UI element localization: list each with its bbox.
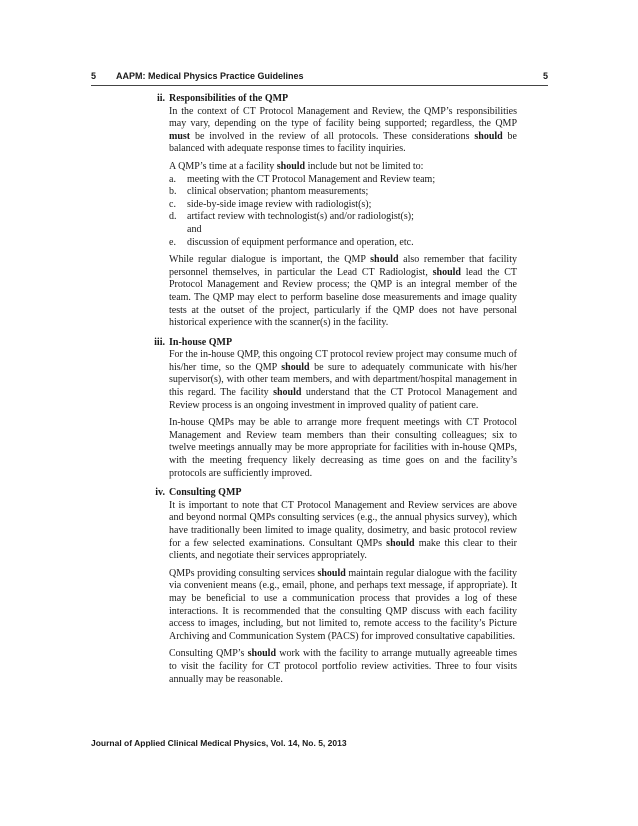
paragraph: It is important to note that CT Protocol Management and Review services are above and beyond normal QMPs consulting services (e.g., the annual physics survey), which have traditionally been limited to image quality, dosimetry, and basic protocol review for a few selected examinations. Consultant QMPs should make this clear to their clients, and negotiate their services appropriately.	[169, 499, 517, 562]
page-number-left: 5	[91, 71, 97, 81]
page-body	[131, 93, 517, 693]
header-rule	[91, 85, 548, 86]
section-iv	[131, 487, 517, 686]
header-title: AAPM: Medical Physics Practice Guidelines	[116, 71, 304, 81]
list-item: and	[187, 223, 202, 235]
section-title: Responsibilities of the QMP	[169, 93, 289, 104]
list-item: c. side-by-side image review with radiologist(s);	[169, 198, 372, 210]
section-number: iv.	[155, 487, 165, 499]
running-header	[91, 71, 548, 85]
section-number: iii.	[154, 336, 165, 348]
section-number: ii.	[156, 93, 165, 104]
section-title: In-house QMP	[169, 336, 233, 348]
paragraph: In the context of CT Protocol Management and Review, the QMP’s responsibilities may vary, depending on the type of facility being supported; regardless, the QMP must be involved in the review of all protocols. These considerations should be balanced with adequate response times to facility inquiries.	[169, 105, 517, 155]
section-iii	[131, 337, 517, 481]
list-item: b. clinical observation; phantom measurements;	[169, 186, 369, 198]
list-item: a. meeting with the CT Protocol Management and Review team;	[169, 173, 436, 185]
page-number-right: 5	[542, 71, 548, 81]
list-item: d. artifact review with technologist(s) and/or radiologist(s);	[169, 211, 414, 223]
paragraph: QMPs providing consulting services should maintain regular dialogue with the facility via convenient means (e.g., email, phone, and perhaps text message, if appropriate). It may be beneficial to use a communication process that provides a log of these interactions. It is recommended that the consulting QMP discuss with each facility access to images, including, but not limited to, remote access to the facility’s Picture Archiving and Communication System (PACS) for improved consultative capabilities.	[169, 567, 518, 642]
paragraph: While regular dialogue is important, the QMP should also remember that facility personnel themselves, in particular the Lead CT Radiologist, should lead the CT Protocol Management and Review process; the QMP is an integral member of the team. The QMP may elect to perform baseline dose measurements and image quality tests at the outset of the project, particularly if the QMP does not have personal historical experience with the scanner(s) in the facility.	[169, 254, 517, 329]
paragraph: Consulting QMP’s should work with the facility to arrange mutually agreeable times to visit the facility for CT protocol portfolio review activities. Three to four visits annually may be reasonable.	[169, 648, 517, 685]
task-list	[169, 174, 517, 250]
paragraph: A QMP’s time at a facility should include but not be limited to:	[169, 160, 424, 172]
paragraph: For the in-house QMP, this ongoing CT protocol review project may consume much of his/her time, so the QMP should be sure to adequately communicate with his/her supervisor(s), with other team members, and with department/hospital management in this regard. The facility should understand that the CT Protocol Management and Review process is an ongoing investment in improved quality of patient care.	[169, 349, 518, 411]
list-item: e. discussion of equipment performance and operation, etc.	[169, 236, 414, 248]
journal-footer: Journal of Applied Clinical Medical Physics, Vol. 14, No. 5, 2013	[91, 738, 347, 748]
section-ii	[131, 93, 517, 330]
paragraph: In-house QMPs may be able to arrange more frequent meetings with CT Protocol Management and Review team members than their consulting colleagues; six to twelve meetings annually may be more appropriate for facilities with in-house QMPs, with the meeting frequency likely decreasing as time goes on and the facility’s protocols are sufficiently improved.	[169, 417, 517, 479]
section-title: Consulting QMP	[169, 487, 242, 499]
